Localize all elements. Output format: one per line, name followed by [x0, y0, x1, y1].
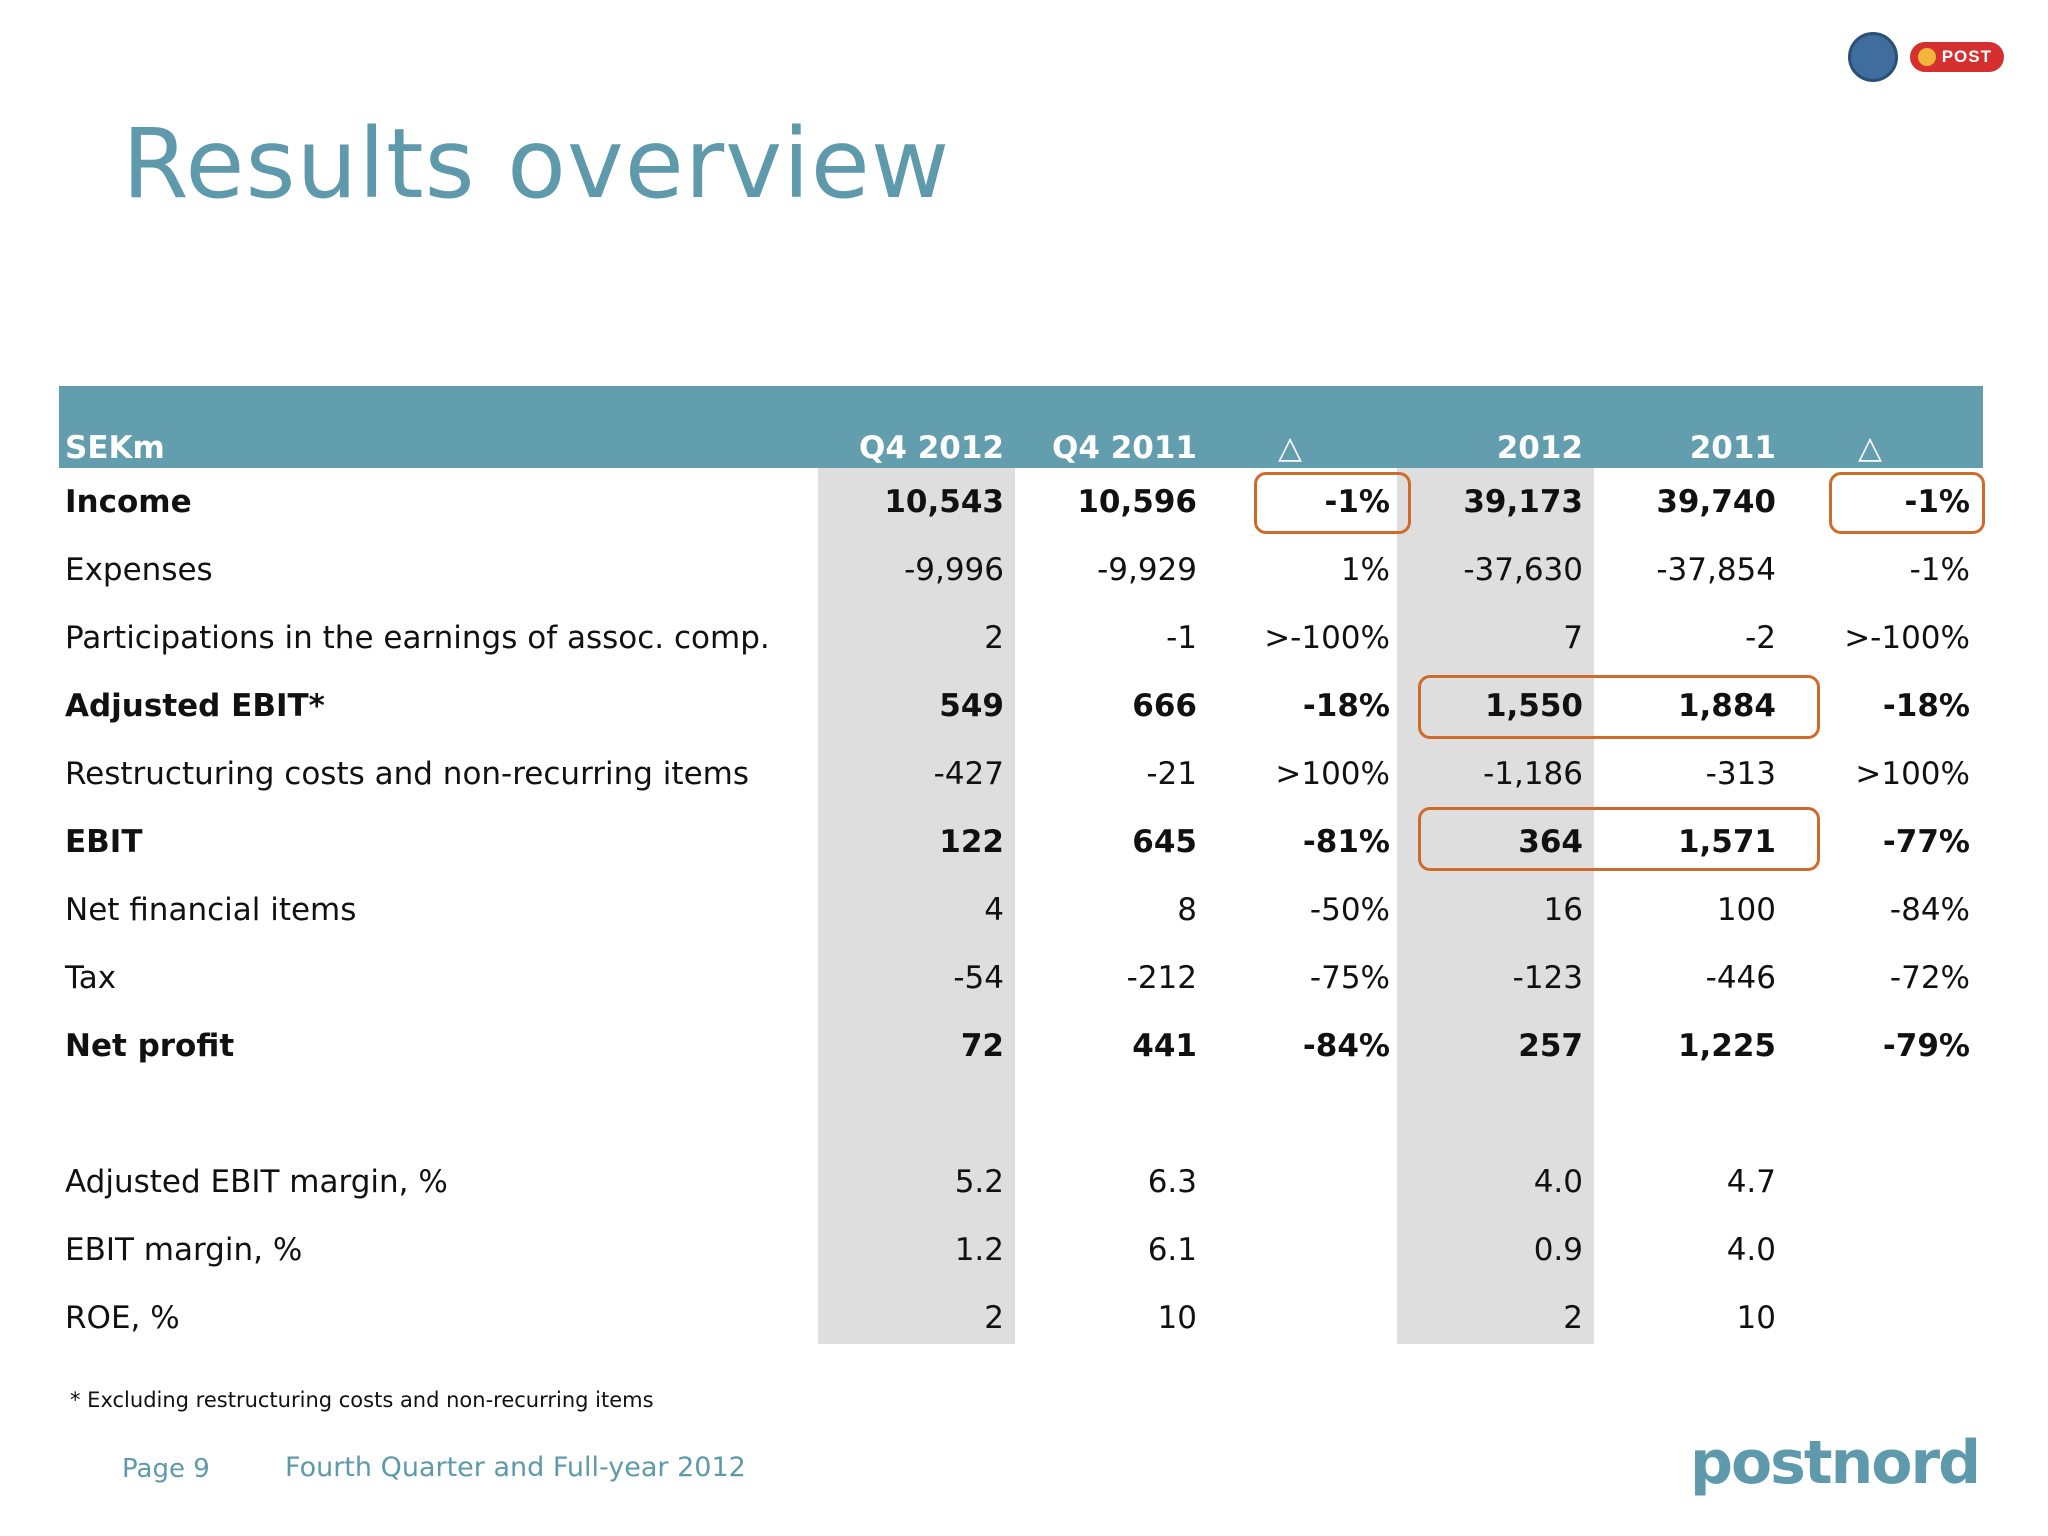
cell-q4-delta: △: [1278, 430, 1302, 466]
cell-q4-delta: -81%: [1302, 824, 1390, 860]
highlight-adjusted-ebit-fy: [1418, 675, 1820, 739]
row-label: ROE, %: [65, 1300, 180, 1336]
cell-q4-delta: >100%: [1275, 756, 1390, 792]
row-label: Adjusted EBIT*: [65, 688, 325, 724]
cell-q4-delta: [1200, 1148, 1390, 1216]
row-label: Tax: [65, 960, 117, 996]
cell-q4-2011: -1: [1166, 620, 1197, 656]
cell-fy-2012: 2: [1563, 1300, 1583, 1336]
posthorn-icon: [1918, 48, 1936, 66]
cell-q4-delta: -18%: [1302, 688, 1390, 724]
cell-fy-2011: -313: [1705, 756, 1776, 792]
cell-fy-delta: -79%: [1882, 1028, 1970, 1064]
row-label: Expenses: [65, 552, 213, 588]
cell-fy-2012: 0.9: [1533, 1232, 1583, 1268]
cell-fy-2011: -2: [1745, 620, 1776, 656]
cell-q4-2011: 8: [1177, 892, 1197, 928]
cell-fy-2012: 1,550: [1484, 688, 1583, 724]
cell-q4-2012: -427: [933, 756, 1004, 792]
cell-fy-delta: [1780, 1216, 1970, 1284]
row-label: Restructuring costs and non-recurring items: [65, 756, 749, 792]
table-row: [0, 468, 2048, 536]
table-row: [0, 944, 2048, 1012]
cell-fy-2011: -446: [1705, 960, 1776, 996]
cell-q4-delta: -1%: [1324, 484, 1390, 520]
cell-fy-2011: 10: [1736, 1300, 1776, 1336]
row-label: Adjusted EBIT margin, %: [65, 1164, 448, 1200]
cell-fy-2012: 16: [1543, 892, 1583, 928]
cell-q4-delta: 1%: [1340, 552, 1390, 588]
cell-q4-2012: 549: [939, 688, 1004, 724]
table-row: [0, 536, 2048, 604]
row-label: Income: [65, 484, 192, 520]
cell-q4-2011: 441: [1132, 1028, 1197, 1064]
cell-q4-2012: 2: [984, 1300, 1004, 1336]
cell-fy-delta: >-100%: [1844, 620, 1970, 656]
row-label: EBIT: [65, 824, 143, 860]
table-row: [0, 1012, 2048, 1080]
cell-q4-2011: 6.1: [1147, 1232, 1197, 1268]
cell-q4-2011: Q4 2011: [1052, 430, 1197, 466]
cell-fy-2012: -123: [1512, 960, 1583, 996]
highlight-ebit-fy: [1418, 807, 1820, 871]
page-title: Results overview: [122, 108, 951, 220]
cell-fy-delta: -18%: [1882, 688, 1970, 724]
cell-q4-2012: 4: [984, 892, 1004, 928]
row-label: SEKm: [65, 430, 165, 466]
cell-q4-2011: 10,596: [1077, 484, 1197, 520]
cell-fy-2012: 7: [1563, 620, 1583, 656]
cell-q4-2012: 1.2: [954, 1232, 1004, 1268]
cell-fy-2011: 39,740: [1656, 484, 1776, 520]
cell-q4-2011: [1007, 1080, 1197, 1148]
cell-q4-delta: [1200, 1216, 1390, 1284]
cell-fy-2012: 364: [1518, 824, 1583, 860]
cell-fy-2011: 4.7: [1726, 1164, 1776, 1200]
table-row: [0, 1284, 2048, 1352]
footer-subtitle: Fourth Quarter and Full-year 2012: [285, 1452, 746, 1483]
cell-q4-2012: Q4 2012: [859, 430, 1004, 466]
cell-q4-2011: 10: [1157, 1300, 1197, 1336]
cell-q4-2011: -212: [1126, 960, 1197, 996]
cell-fy-2012: -1,186: [1483, 756, 1583, 792]
cell-fy-delta: -77%: [1882, 824, 1970, 860]
cell-q4-2011: -9,929: [1097, 552, 1197, 588]
table-row: [0, 1080, 2048, 1148]
cell-q4-2011: 645: [1132, 824, 1197, 860]
cell-q4-delta: [1200, 1284, 1390, 1352]
table-row: [0, 740, 2048, 808]
cell-fy-delta: [1780, 1080, 1970, 1148]
cell-q4-delta: [1200, 1080, 1390, 1148]
table-row: [0, 1148, 2048, 1216]
row-label: Net financial items: [65, 892, 357, 928]
cell-fy-delta: [1780, 1148, 1970, 1216]
cell-fy-delta: -1%: [1904, 484, 1970, 520]
cell-fy-2011: [1586, 1080, 1776, 1148]
cell-fy-2012: 4.0: [1533, 1164, 1583, 1200]
cell-q4-2011: 6.3: [1147, 1164, 1197, 1200]
cell-fy-2012: 39,173: [1463, 484, 1583, 520]
cell-fy-2012: -37,630: [1463, 552, 1583, 588]
cell-q4-2011: 666: [1132, 688, 1197, 724]
cell-fy-delta: -84%: [1889, 892, 1970, 928]
royal-seal-icon: [1848, 32, 1898, 82]
cell-fy-2011: -37,854: [1656, 552, 1776, 588]
post-logo: [1910, 42, 2004, 72]
cell-fy-delta: >100%: [1855, 756, 1970, 792]
post-logo-text: POST: [1941, 47, 1992, 66]
cell-q4-delta: -50%: [1309, 892, 1390, 928]
row-label: Net profit: [65, 1028, 235, 1064]
row-label: EBIT margin, %: [65, 1232, 303, 1268]
cell-q4-2012: -54: [953, 960, 1004, 996]
cell-fy-2012: 2012: [1496, 430, 1583, 466]
footnote: * Excluding restructuring costs and non-recurring items: [70, 1388, 654, 1412]
cell-q4-delta: -84%: [1302, 1028, 1390, 1064]
highlight-income-q4-delta: [1254, 472, 1411, 534]
highlight-income-fy-delta: [1829, 472, 1985, 534]
cell-fy-2012: 257: [1518, 1028, 1583, 1064]
table-row: [0, 1216, 2048, 1284]
logo-group: [1848, 32, 2004, 82]
cell-q4-2012: 2: [984, 620, 1004, 656]
cell-fy-2011: 4.0: [1726, 1232, 1776, 1268]
cell-fy-2012: [1393, 1080, 1583, 1148]
row-label: Participations in the earnings of assoc. comp.: [65, 620, 770, 656]
page-number: Page 9: [122, 1454, 210, 1484]
cell-fy-delta: -1%: [1909, 552, 1970, 588]
cell-fy-2011: 1,571: [1677, 824, 1776, 860]
table-row: [0, 604, 2048, 672]
cell-q4-delta: >-100%: [1264, 620, 1390, 656]
table-row: [0, 876, 2048, 944]
cell-q4-delta: -75%: [1309, 960, 1390, 996]
cell-fy-delta: △: [1858, 430, 1882, 466]
cell-fy-2011: 100: [1716, 892, 1776, 928]
cell-fy-delta: -72%: [1889, 960, 1970, 996]
cell-q4-2012: 122: [939, 824, 1004, 860]
cell-q4-2012: 72: [960, 1028, 1004, 1064]
cell-q4-2012: 10,543: [884, 484, 1004, 520]
postnord-logo: postnord: [1690, 1428, 1980, 1498]
cell-q4-2012: -9,996: [904, 552, 1004, 588]
cell-fy-delta: [1780, 1284, 1970, 1352]
cell-fy-2011: 2011: [1689, 430, 1776, 466]
cell-fy-2011: 1,884: [1677, 688, 1776, 724]
cell-fy-2011: 1,225: [1677, 1028, 1776, 1064]
cell-q4-2012: 5.2: [954, 1164, 1004, 1200]
cell-q4-2012: [814, 1080, 1004, 1148]
cell-q4-2011: -21: [1146, 756, 1197, 792]
